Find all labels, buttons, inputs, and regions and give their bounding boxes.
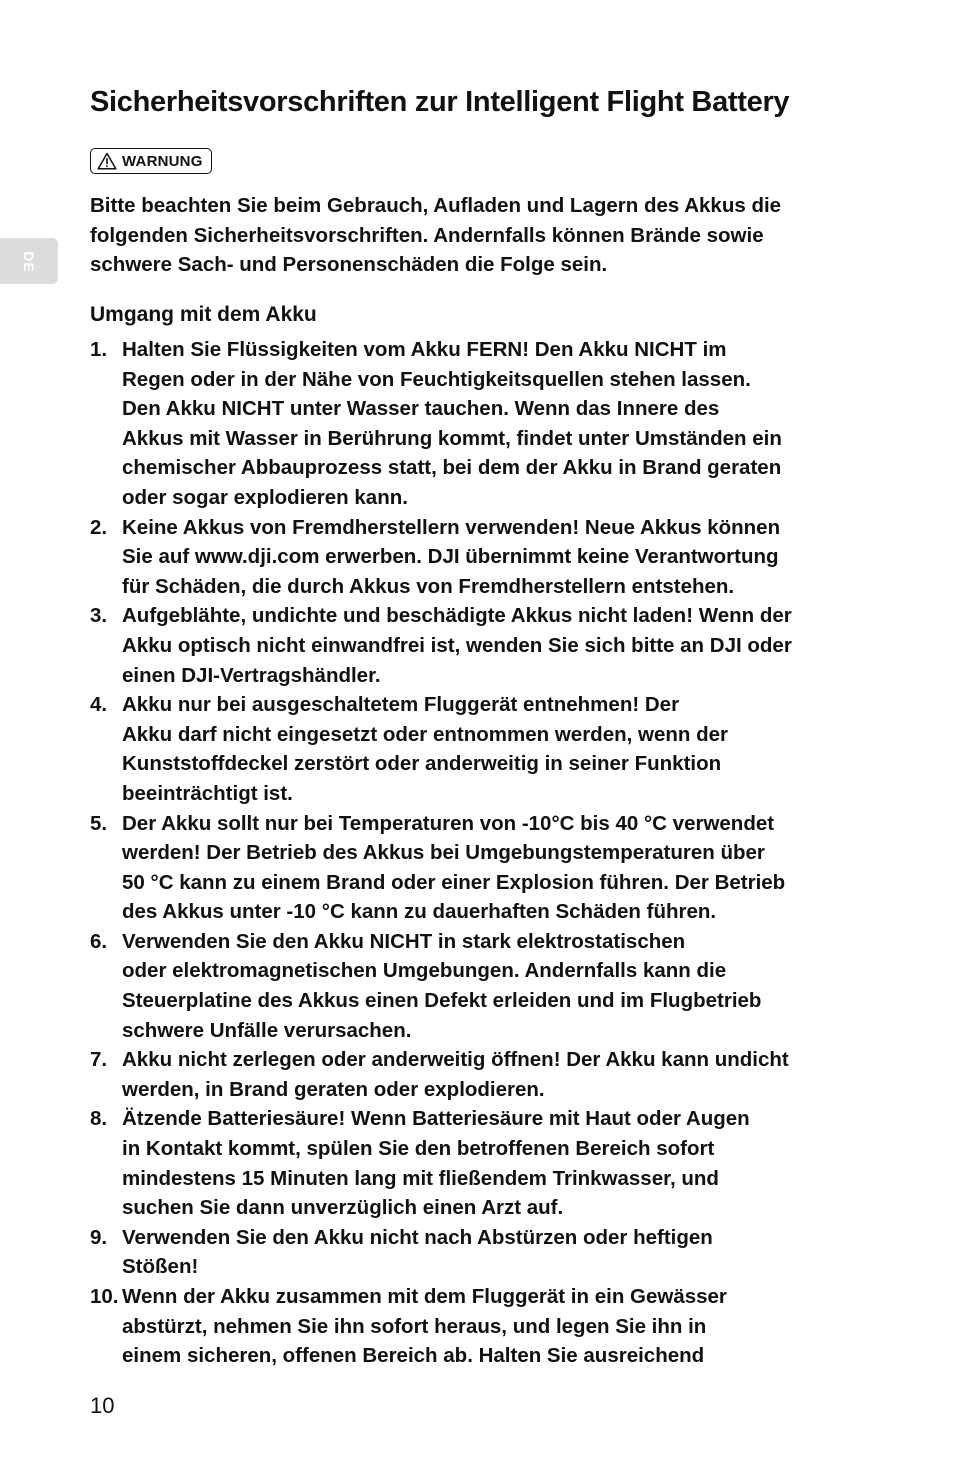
item-text [122, 335, 880, 513]
item-line: werden, in Brand geraten oder explodieren. [122, 1077, 545, 1101]
item-number: 9. [90, 1225, 108, 1249]
item-text [122, 1104, 880, 1222]
item-line: für Schäden, die durch Akkus von Fremdherstellern entstehen. [122, 574, 735, 598]
warning-badge [90, 148, 212, 174]
page-title: Sicherheitsvorschriften zur Intelligent Flight Battery [90, 86, 790, 118]
list-item [90, 927, 880, 1045]
item-line: oder elektromagnetischen Umgebungen. Andernfalls kann die [122, 959, 727, 983]
item-line: Kunststoffdeckel zerstört oder anderweitig in seiner Funktion [122, 752, 722, 776]
item-number: 2. [90, 515, 108, 539]
item-line: chemischer Abbauprozess statt, bei dem der Akku in Brand geraten [122, 456, 782, 480]
intro-line: Bitte beachten Sie beim Gebrauch, Aufladen und Lagern des Akkus die [90, 194, 782, 217]
language-tab [0, 238, 58, 284]
list-item [90, 513, 880, 602]
item-number: 8. [90, 1107, 108, 1131]
intro-paragraph [90, 191, 870, 280]
item-line: mindestens 15 Minuten lang mit fließendem Trinkwasser, und [122, 1166, 719, 1190]
item-line: suchen Sie dann unverzüglich einen Arzt auf. [122, 1196, 564, 1220]
item-text [122, 927, 880, 1045]
item-line: schwere Unfälle verursachen. [122, 1018, 412, 1042]
page-number: 10 [90, 1393, 115, 1418]
item-text [122, 809, 880, 927]
item-number: 1. [90, 338, 108, 361]
intro-line: schwere Sach- und Personenschäden die Folge sein. [90, 253, 608, 277]
item-line: Keine Akkus von Fremdherstellern verwenden! Neue Akkus können [122, 515, 781, 539]
list-item [90, 601, 880, 690]
list-item [90, 809, 880, 927]
item-line: Verwenden Sie den Akku NICHT in stark elektrostatischen [122, 929, 686, 953]
item-number: 10. [90, 1285, 119, 1308]
item-line: Der Akku sollt nur bei Temperaturen von -10°C bis 40 °C verwendet [122, 811, 775, 835]
item-number: 3. [90, 604, 108, 628]
item-line: Steuerplatine des Akkus einen Defekt erleiden und im Flugbetrieb [122, 989, 762, 1013]
item-text [122, 1223, 880, 1282]
item-text [122, 601, 880, 690]
item-line: oder sogar explodieren kann. [122, 485, 408, 509]
list-item [90, 1282, 880, 1371]
item-line: des Akkus unter -10 °C kann zu dauerhaften Schäden führen. [122, 900, 717, 924]
list-item [90, 1104, 880, 1222]
section-heading: Umgang mit dem Akku [90, 303, 317, 326]
language-tab-label: DE [21, 251, 37, 273]
item-number: 5. [90, 811, 108, 835]
item-line: 50 °C kann zu einem Brand oder einer Explosion führen. Der Betrieb [122, 870, 786, 894]
item-text [122, 513, 880, 602]
item-text [122, 690, 880, 808]
item-line: Akku nur bei ausgeschaltetem Fluggerät entnehmen! Der [122, 693, 680, 717]
item-line: abstürzt, nehmen Sie ihn sofort heraus, und legen Sie ihn in [122, 1314, 707, 1338]
item-line: beeinträchtigt ist. [122, 781, 293, 805]
item-text [122, 1045, 880, 1104]
item-line: Akkus mit Wasser in Berührung kommt, findet unter Umständen ein [122, 426, 782, 450]
item-line: Den Akku NICHT unter Wasser tauchen. Wenn das Innere des [122, 397, 720, 421]
item-text [122, 1282, 880, 1371]
item-line: einen DJI-Vertragshändler. [122, 663, 381, 687]
intro-line: folgenden Sicherheitsvorschriften. Andernfalls können Brände sowie [90, 223, 764, 247]
item-line: Sie auf www.dji.com erwerben. DJI übernimmt keine Verantwortung [122, 545, 779, 569]
list-item [90, 1223, 880, 1282]
item-line: Akku nicht zerlegen oder anderweitig öffnen! Der Akku kann undicht [122, 1048, 789, 1072]
item-line: einem sicheren, offenen Bereich ab. Halten Sie ausreichend [122, 1344, 705, 1368]
item-number: 7. [90, 1048, 108, 1072]
item-line: Regen oder in der Nähe von Feuchtigkeitsquellen stehen lassen. [122, 367, 751, 391]
list-item [90, 690, 880, 808]
item-line: in Kontakt kommt, spülen Sie den betroffenen Bereich sofort [122, 1137, 715, 1161]
list-item [90, 1045, 880, 1104]
item-line: Akku darf nicht eingesetzt oder entnommen werden, wenn der [122, 722, 728, 746]
warning-triangle-icon [97, 152, 117, 170]
list-item [90, 335, 880, 513]
safety-list [90, 335, 880, 1371]
item-line: Verwenden Sie den Akku nicht nach Abstürzen oder heftigen [122, 1225, 713, 1249]
item-line: Aufgeblähte, undichte und beschädigte Akkus nicht laden! Wenn der [122, 604, 792, 628]
item-line: Halten Sie Flüssigkeiten vom Akku FERN! Den Akku NICHT im [122, 338, 727, 361]
warning-label: WARNUNG [122, 152, 203, 170]
item-line: werden! Der Betrieb des Akkus bei Umgebungstemperaturen über [122, 841, 765, 865]
item-number: 6. [90, 929, 108, 953]
item-line: Wenn der Akku zusammen mit dem Fluggerät in ein Gewässer [122, 1285, 727, 1308]
item-number: 4. [90, 693, 108, 717]
item-line: Ätzende Batteriesäure! Wenn Batteriesäure mit Haut oder Augen [122, 1107, 750, 1131]
item-line: Akku optisch nicht einwandfrei ist, wenden Sie sich bitte an DJI oder [122, 633, 792, 657]
item-line: Stößen! [122, 1255, 199, 1279]
